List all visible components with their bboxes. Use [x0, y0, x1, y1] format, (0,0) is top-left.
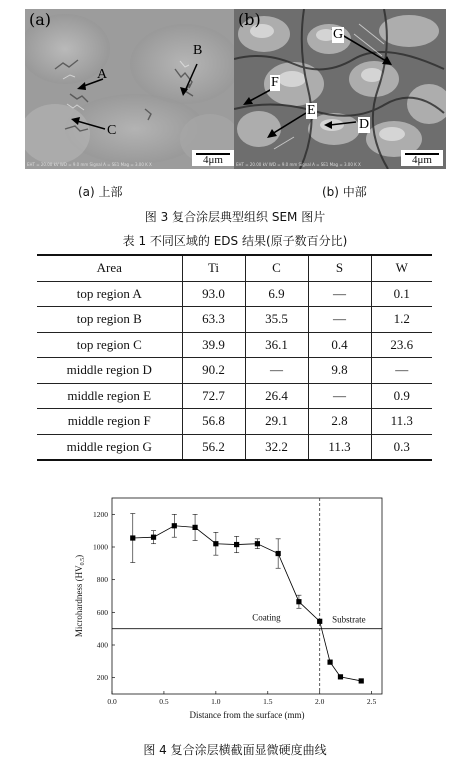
- annotation-coating: Coating: [252, 612, 281, 623]
- table-cell: 6.9: [245, 281, 308, 307]
- x-tick-label: 1.0: [211, 697, 221, 706]
- table-row: [37, 434, 432, 460]
- data-point: [327, 660, 332, 665]
- column-header: W: [371, 255, 432, 281]
- sem-image-top: [25, 9, 237, 169]
- table-cell: 1.2: [371, 307, 432, 333]
- table-cell: middle region G: [37, 434, 182, 460]
- scale-bar-middle: [401, 150, 443, 166]
- table-cell: 29.1: [245, 409, 308, 435]
- x-axis: [107, 691, 376, 706]
- data-point: [296, 599, 301, 604]
- panel-b-label: (b): [238, 10, 261, 29]
- marker-e: E: [307, 103, 316, 118]
- series-group: [130, 514, 364, 684]
- table-cell: 63.3: [182, 307, 245, 333]
- x-axis-label: Distance from the surface (mm): [189, 710, 305, 720]
- y-tick-label: 400: [96, 640, 108, 650]
- data-point: [172, 523, 177, 528]
- caption-panel-a: (a) 上部: [78, 185, 123, 199]
- y-axis-label-main: Microhardness (HV: [74, 565, 84, 638]
- plot-frame: [112, 498, 382, 694]
- table-cell: 72.7: [182, 383, 245, 409]
- y-tick-label: 1200: [93, 509, 108, 519]
- marker-f: F: [271, 75, 279, 90]
- table-cell: 56.2: [182, 434, 245, 460]
- caption-panel-b: (b) 中部: [322, 185, 367, 199]
- data-point: [359, 678, 364, 683]
- y-tick-label: 200: [96, 673, 108, 683]
- x-tick-label: 1.5: [263, 697, 273, 706]
- sem-image-middle: [234, 9, 446, 169]
- x-tick-label: 2.0: [315, 697, 325, 706]
- table-cell: 23.6: [371, 332, 432, 358]
- data-point: [192, 525, 197, 530]
- x-tick-label: 0.0: [107, 697, 117, 706]
- table-cell: 0.4: [308, 332, 371, 358]
- marker-d: D: [359, 117, 370, 132]
- y-axis-label-end: ): [74, 554, 84, 558]
- table-cell: top region A: [37, 281, 182, 307]
- table-row: [37, 281, 432, 307]
- table-cell: 56.8: [182, 409, 245, 435]
- column-header: Ti: [182, 255, 245, 281]
- figure3-caption: 图 3 复合涂层典型组织 SEM 图片: [144, 210, 326, 224]
- microhardness-chart: [72, 490, 392, 726]
- column-header: S: [308, 255, 371, 281]
- table-cell: 26.4: [245, 383, 308, 409]
- y-axis-label-subscript: 0.5: [80, 557, 86, 566]
- table-row: [37, 358, 432, 384]
- table-cell: —: [245, 358, 308, 384]
- sem-image-top-texture: [25, 9, 237, 169]
- marker-a: A: [97, 67, 108, 82]
- data-point: [130, 535, 135, 540]
- table-cell: 9.8: [308, 358, 371, 384]
- sem-info-bar-top: EHT = 20.00 kV WD = 9.0 mm Signal A = SE1 Mag = 3.00 K X: [27, 162, 152, 167]
- marker-g: G: [333, 27, 344, 42]
- table-cell: 0.1: [371, 281, 432, 307]
- data-point: [234, 542, 239, 547]
- marker-c: C: [107, 123, 117, 138]
- x-tick-label: 0.5: [159, 697, 169, 706]
- table1-title: 表 1 不同区域的 EDS 结果(原子数百分比): [122, 234, 348, 248]
- table-cell: middle region D: [37, 358, 182, 384]
- scale-bar-text: 4μm: [412, 154, 432, 166]
- scale-bar-text: 4μm: [203, 154, 223, 166]
- table-cell: 93.0: [182, 281, 245, 307]
- table-row: [37, 409, 432, 435]
- table-cell: middle region F: [37, 409, 182, 435]
- table-row: [37, 383, 432, 409]
- table-cell: —: [371, 358, 432, 384]
- y-axis-label: [74, 555, 86, 637]
- reference-lines: [112, 498, 382, 694]
- series-line: [133, 526, 361, 681]
- table-cell: top region B: [37, 307, 182, 333]
- table-cell: 36.1: [245, 332, 308, 358]
- table-cell: top region C: [37, 332, 182, 358]
- table-cell: —: [308, 383, 371, 409]
- eds-table: [37, 254, 432, 461]
- scale-bar-top: [192, 150, 234, 166]
- y-tick-label: 800: [96, 575, 108, 585]
- data-point: [255, 541, 260, 546]
- panel-a-label: (a): [29, 10, 52, 29]
- table-cell: 39.9: [182, 332, 245, 358]
- table-row: [37, 307, 432, 333]
- column-header: C: [245, 255, 308, 281]
- table-cell: 2.8: [308, 409, 371, 435]
- table-cell: 0.9: [371, 383, 432, 409]
- data-point: [213, 541, 218, 546]
- data-point: [338, 674, 343, 679]
- column-header: Area: [37, 255, 182, 281]
- data-point: [317, 619, 322, 624]
- y-tick-label: 1000: [93, 542, 108, 552]
- table-cell: —: [308, 307, 371, 333]
- data-point: [151, 535, 156, 540]
- table-row: [37, 332, 432, 358]
- table-cell: 90.2: [182, 358, 245, 384]
- annotation-substrate: Substrate: [332, 614, 366, 625]
- table-cell: 35.5: [245, 307, 308, 333]
- table-cell: middle region E: [37, 383, 182, 409]
- table-cell: 32.2: [245, 434, 308, 460]
- marker-b: B: [193, 43, 203, 58]
- table-cell: 0.3: [371, 434, 432, 460]
- y-tick-label: 600: [96, 607, 108, 617]
- table-cell: 11.3: [308, 434, 371, 460]
- sem-info-bar-middle: EHT = 20.00 kV WD = 9.0 mm Signal A = SE1 Mag = 3.00 K X: [236, 162, 361, 167]
- figure4-caption: 图 4 复合涂层横截面显微硬度曲线: [143, 743, 327, 757]
- table-header-row: [37, 255, 432, 281]
- table-cell: —: [308, 281, 371, 307]
- table-cell: 11.3: [371, 409, 432, 435]
- x-tick-label: 2.5: [366, 697, 377, 706]
- data-point: [276, 551, 281, 556]
